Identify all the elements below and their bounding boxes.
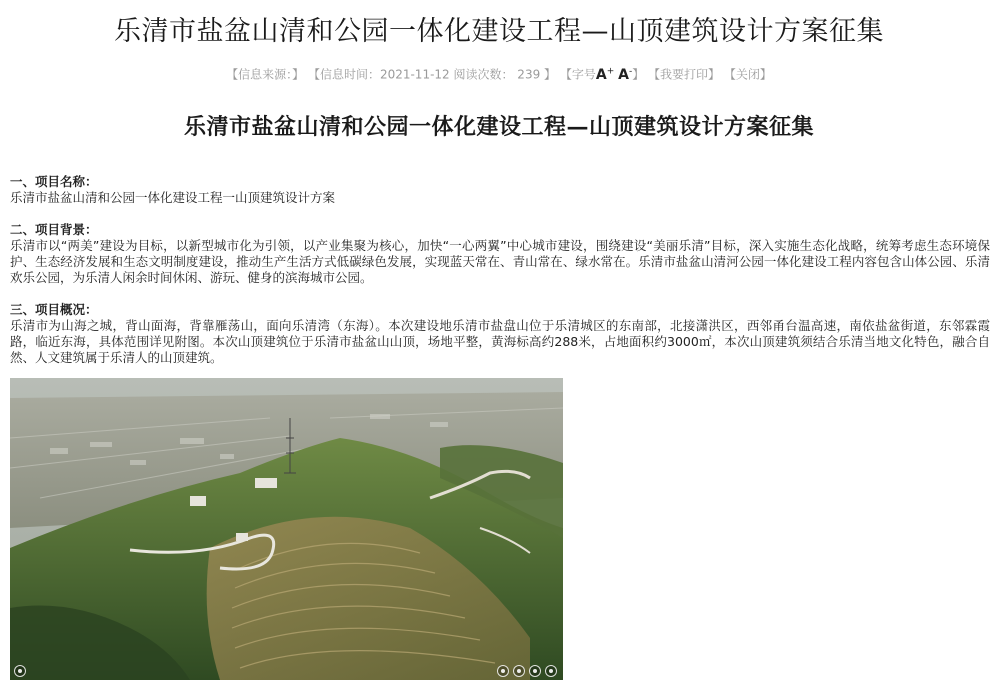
- article-body: [10, 174, 990, 366]
- info-time: 【信息时间：2021-11-12 阅读次数： 239 】: [307, 67, 557, 82]
- section-project-name: [10, 174, 990, 206]
- close-link[interactable]: 【关闭】: [723, 67, 772, 82]
- info-source: 【信息来源：】: [226, 67, 305, 82]
- font-size-label: 【字号: [559, 67, 596, 82]
- close-icon[interactable]: [545, 665, 557, 677]
- fullscreen-icon[interactable]: [513, 665, 525, 677]
- font-smaller-button[interactable]: [618, 67, 632, 83]
- section-heading: 二、项目背景：: [10, 222, 98, 237]
- article-title: 乐清市盐盆山清和公园一体化建设工程—山顶建筑设计方案征集: [183, 114, 814, 140]
- aerial-photo-illustration: [10, 378, 563, 680]
- section-text: 乐清市以“两美”建设为目标，以新型城市化为引领，以产业集聚为核心，加快“一心两翼”中心城市建设，围绕建设“美丽乐清”目标，深入实施生态化战略，统筹考虑生态环境保护、生态经济发展和生态文明制度建设，推动生产生活方式低碳绿色发展，实现蓝天常在、青山常在、绿水常在。乐清市盐盆山清河公园一体化建设工程内容包含山体公园、乐清欢乐公园，为乐清人闲余时间休闲、游玩、健身的滨海城市公园。: [10, 238, 990, 285]
- play-icon[interactable]: [497, 665, 509, 677]
- print-link[interactable]: 【我要打印】: [648, 67, 721, 82]
- font-bigger-sup: +: [606, 66, 615, 76]
- info-icon[interactable]: [529, 665, 541, 677]
- section-background: [10, 222, 990, 286]
- settings-icon[interactable]: [14, 665, 26, 677]
- font-smaller-sup: -: [628, 66, 633, 76]
- aerial-photo-mountain[interactable]: [10, 378, 563, 680]
- article-meta: [0, 62, 998, 84]
- section-text: 乐清市盐盆山清和公园一体化建设工程一山顶建筑设计方案: [10, 190, 336, 205]
- section-heading: 三、项目概况：: [10, 302, 98, 317]
- font-bigger-label: A: [595, 66, 607, 83]
- section-heading: 一、项目名称：: [10, 174, 98, 189]
- page-title: 乐清市盐盆山清和公园一体化建设工程—山顶建筑设计方案征集: [114, 16, 884, 47]
- font-bigger-button[interactable]: [596, 67, 614, 83]
- font-size-close: 】: [632, 67, 645, 82]
- font-smaller-label: A: [618, 66, 629, 83]
- section-overview: [10, 302, 990, 366]
- section-gap: [10, 206, 990, 222]
- section-gap: [10, 286, 990, 302]
- section-text: 乐清市为山海之城，背山面海，背靠雁荡山，面向乐清湾（东海）。本次建设地乐清市盐盘山位于乐清城区的东南部，北接潇洪区，西邻甬台温高速，南依盐盆街道，东邻霖霞路，临近东海，具体范围详见附图。本次山顶建筑位于乐清市盐盆山山顶，场地平整，黄海标高约288米，占地面积约3000㎡，本次山顶建筑须结合乐清当地文化特色，融合自然、人文建筑属于乐清人的山顶建筑。: [10, 318, 990, 365]
